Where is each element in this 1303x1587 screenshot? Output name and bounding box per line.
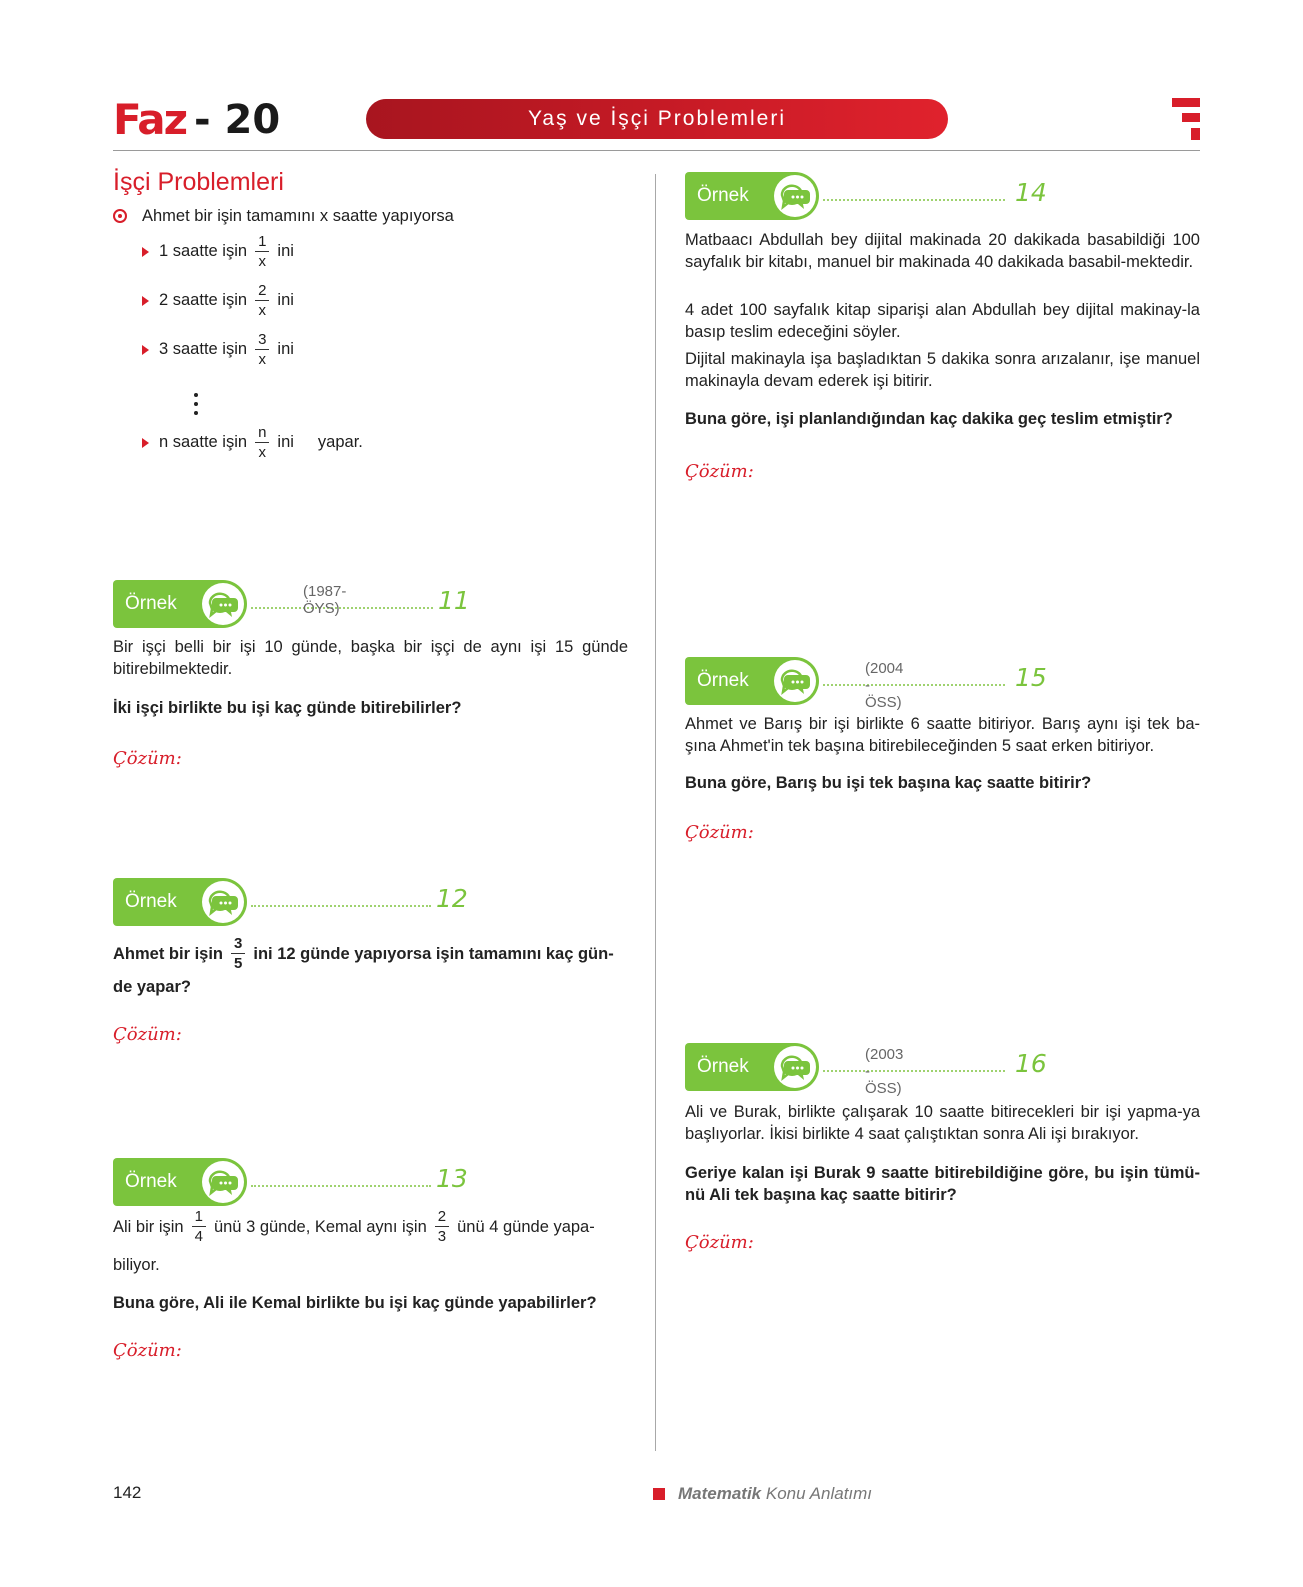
chat-bubbles-icon <box>774 1046 816 1088</box>
list-item <box>142 331 294 368</box>
chat-bubbles-icon <box>774 660 816 702</box>
bullet-text: n saatte işin <box>159 433 248 451</box>
bullet-text: 3 saatte işin <box>159 340 248 358</box>
footer-square-icon <box>653 1488 665 1500</box>
example-text: Bir işçi belli bir işi 10 günde, başka bir işçi de aynı işi 15 günde bitirebilmektedir. <box>113 638 628 678</box>
intro-lead: Ahmet bir işin tamamını x saatte yapıyorsa <box>142 207 454 225</box>
chapter-title: Yaş ve İşçi Problemleri <box>527 107 786 130</box>
triangle-bullet-icon <box>142 438 149 448</box>
solution-label: Çözüm: <box>685 1232 754 1253</box>
brand <box>113 95 281 144</box>
fraction: $\frac{1}{4}$ <box>192 1208 206 1245</box>
example-number: 12 <box>436 884 468 913</box>
footer-book-title <box>678 1484 872 1504</box>
bullet-suffix: ini <box>277 242 294 260</box>
example-question: Buna göre, Barış bu işi tek başına kaç saatte bitirir? <box>685 774 1092 792</box>
chat-bubbles-icon <box>202 1161 244 1203</box>
solution-label: Çözüm: <box>113 748 182 769</box>
list-item <box>142 424 363 461</box>
example-label: Örnek <box>697 670 749 691</box>
fraction: $\frac{2}{3}$ <box>435 1208 449 1245</box>
brand-logo: Faz <box>113 95 187 144</box>
example-text: Ali ve Burak, birlikte çalışarak 10 saatte bitirecekleri bir işi yapma-ya başlıyorlar. İkisi birlikte 4 saat çalıştıktan sonra Ali işi bırakıyor. <box>685 1103 1200 1143</box>
publisher-logo-icon <box>1172 98 1200 140</box>
dotted-leader <box>251 1185 431 1187</box>
dotted-leader <box>823 1070 1005 1072</box>
example-text-cont: biliyor. <box>113 1256 160 1274</box>
triangle-bullet-icon <box>142 345 149 355</box>
example-label: Örnek <box>125 1171 177 1192</box>
solution-label: Çözüm: <box>685 822 754 843</box>
chat-bubbles-icon <box>774 175 816 217</box>
fraction: $\frac{3}{x}$ <box>255 331 269 368</box>
chat-bubbles-icon <box>202 583 244 625</box>
example-label: Örnek <box>125 891 177 912</box>
example-question: Buna göre, Ali ile Kemal birlikte bu işi kaç günde yapabilirler? <box>113 1294 597 1312</box>
example-question: İki işçi birlikte bu işi kaç günde bitirebilirler? <box>113 699 462 717</box>
solution-label: Çözüm: <box>113 1340 182 1361</box>
fraction: $\frac{n}{x}$ <box>255 424 269 461</box>
dotted-leader <box>251 905 431 907</box>
target-bullet-icon <box>113 209 127 223</box>
page-number: 142 <box>113 1483 142 1502</box>
example-number: 14 <box>1015 178 1047 207</box>
footer-subject: Matematik <box>678 1484 762 1503</box>
example-question: Ahmet bir işin $\frac{3}{5}$ ini 12 günde yapıyorsa işin tamamını kaç gün- <box>113 935 614 972</box>
example-number: 16 <box>1015 1049 1047 1078</box>
solution-label: Çözüm: <box>113 1024 182 1045</box>
example-number: 15 <box>1015 663 1047 692</box>
fraction: $\frac{2}{x}$ <box>255 282 269 319</box>
header-divider <box>113 150 1200 151</box>
example-text: 4 adet 100 sayfalık kitap siparişi alan Abdullah bey dijital makinay-la basıp teslim edeceğini söyler. <box>685 301 1200 341</box>
fraction: $\frac{3}{5}$ <box>231 935 245 972</box>
chapter-title-banner <box>366 99 948 139</box>
chat-bubbles-icon <box>202 881 244 923</box>
bullet-text: 1 saatte işin <box>159 242 248 260</box>
vertical-ellipsis-icon <box>194 393 200 420</box>
example-text: Ahmet ve Barış bir işi birlikte 6 saatte bitiriyor. Barış aynı işi tek ba-şına Ahmet'in tek başına bitirebileceğinden 5 saat erken bitiriyor. <box>685 715 1200 755</box>
example-number: 13 <box>436 1164 468 1193</box>
triangle-bullet-icon <box>142 296 149 306</box>
example-number: 11 <box>438 586 470 615</box>
example-source: (2003 - ÖSS) <box>865 1046 904 1097</box>
footer-subtitle: Konu Anlatımı <box>765 1484 873 1503</box>
example-question: Buna göre, işi planlandığından kaç dakika geç teslim etmiştir? <box>685 410 1173 428</box>
example-question-cont: de yapar? <box>113 978 191 996</box>
bullet-suffix: ini <box>277 433 294 451</box>
solution-label: Çözüm: <box>685 461 754 482</box>
dotted-leader <box>823 199 1005 201</box>
dotted-leader <box>823 684 1005 686</box>
bullet-suffix: ini <box>277 340 294 358</box>
example-text: Ali bir işin $\frac{1}{4}$ ünü 3 günde, Kemal aynı işin $\frac{2}{3}$ ünü 4 günde yapa- <box>113 1208 595 1245</box>
triangle-bullet-icon <box>142 247 149 257</box>
example-label: Örnek <box>697 185 749 206</box>
column-divider <box>655 174 656 1451</box>
example-text: Dijital makinayla işa başladıktan 5 dakika sonra arızalanır, işe manuel makinayla devam ederek işi bitirir. <box>685 350 1200 390</box>
example-label: Örnek <box>697 1056 749 1077</box>
example-source: (1987- ÖYS) <box>303 583 347 617</box>
bullet-text: 2 saatte işin <box>159 291 248 309</box>
example-question: Geriye kalan işi Burak 9 saatte bitirebildiğine göre, bu işin tümü-nü Ali tek başına kaç saatte bitirir? <box>685 1164 1200 1204</box>
example-text: Matbaacı Abdullah bey dijital makinada 20 dakikada basabildiği 100 sayfalık bir kitabı, manuel bir makinada 40 dakikada basabil-mektedir. <box>685 231 1200 271</box>
list-item <box>142 233 294 270</box>
bullet-tail: yapar. <box>317 433 363 451</box>
example-label: Örnek <box>125 593 177 614</box>
list-item <box>142 282 294 319</box>
chapter-number: - 20 <box>194 97 281 143</box>
bullet-suffix: ini <box>277 291 294 309</box>
fraction: $\frac{1}{x}$ <box>255 233 269 270</box>
example-source: (2004 - ÖSS) <box>865 660 904 711</box>
section-title: İşçi Problemleri <box>113 168 284 196</box>
